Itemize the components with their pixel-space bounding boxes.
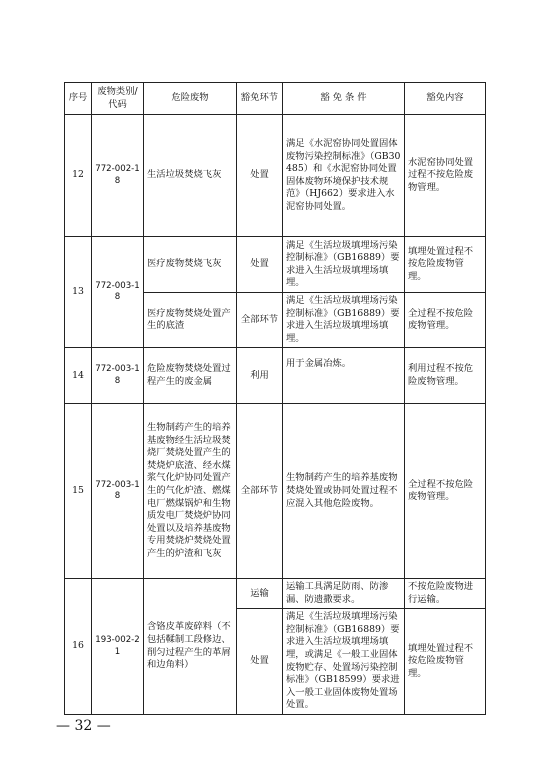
row-serial: 12 — [65, 115, 92, 237]
header-exempt-content: 豁免内容 — [405, 83, 486, 115]
header-serial: 序号 — [65, 83, 92, 115]
row-content: 利用过程不按危险废物管理。 — [405, 348, 486, 404]
table-row — [65, 237, 486, 293]
row-serial: 15 — [65, 404, 92, 579]
row-condition: 运输工具满足防雨、防渗漏、防遗撒要求。 — [283, 579, 405, 609]
table-row — [65, 348, 486, 404]
page-number: — 32 — — [56, 718, 111, 734]
row-code: 772-003-18 — [92, 237, 144, 348]
row-serial: 13 — [65, 237, 92, 348]
table-row — [65, 115, 486, 237]
row-condition: 生物制药产生的培养基废物焚烧处置或协同处置过程不应混入其他危险废物。 — [283, 404, 405, 579]
row-condition: 满足《生活垃圾填埋场污染控制标准》（GB16889）要求进入生活垃圾填埋场填埋。 — [283, 293, 405, 348]
row-stage: 全部环节 — [237, 293, 283, 348]
row-content: 不按危险废物进行运输。 — [405, 579, 486, 609]
row-serial: 16 — [65, 579, 92, 714]
row-condition: 用于金属冶炼。 — [283, 348, 405, 404]
row-waste: 医疗废物焚烧飞灰 — [144, 237, 237, 293]
row-stage: 利用 — [237, 348, 283, 404]
row-code: 193-002-21 — [92, 579, 144, 714]
header-hazardous-waste: 危险废物 — [144, 83, 237, 115]
row-code: 772-003-18 — [92, 348, 144, 404]
row-waste: 生活垃圾焚烧飞灰 — [144, 115, 237, 237]
row-condition: 满足《生活垃圾填埋场污染控制标准》（GB16889）要求进入生活垃圾填埋场填埋。 — [283, 237, 405, 293]
row-waste: 危险废物焚烧处置过程产生的废金属 — [144, 348, 237, 404]
row-condition: 满足《生活垃圾填埋场污染控制标准》（GB16889）要求进入生活垃圾填埋场填埋，或满足《一般工业固体废物贮存、处置场污染控制标准》（GB18599）要求进入一般工业固体废物处置场处置。 — [283, 609, 405, 714]
row-code: 772-003-18 — [92, 404, 144, 579]
row-content: 全过程不按危险废物管理。 — [405, 404, 486, 579]
row-stage: 处置 — [237, 115, 283, 237]
row-serial: 14 — [65, 348, 92, 404]
header-exempt-condition: 豁 免 条 件 — [283, 83, 405, 115]
row-code: 772-002-18 — [92, 115, 144, 237]
exemption-table — [64, 82, 486, 715]
row-condition: 满足《水泥窑协同处置固体废物污染控制标准》（GB30485）和《水泥窑协同处置固体废物环境保护技术规范》（HJ662）要求进入水泥窑协同处置。 — [283, 115, 405, 237]
row-stage: 处置 — [237, 237, 283, 293]
row-stage: 全部环节 — [237, 404, 283, 579]
row-stage: 运输 — [237, 579, 283, 609]
row-waste: 医疗废物焚烧处置产生的底渣 — [144, 293, 237, 348]
row-waste: 含铬皮革废碎料（不包括鞣制工段修边、削匀过程产生的革屑和边角料） — [144, 579, 237, 714]
row-content: 填埋处置过程不按危险废物管理。 — [405, 609, 486, 714]
header-category-code: 废物类别/代码 — [92, 83, 144, 115]
header-exempt-stage: 豁免环节 — [237, 83, 283, 115]
row-stage: 处置 — [237, 609, 283, 714]
row-waste: 生物制药产生的培养基废物经生活垃圾焚烧厂焚烧处置产生的焚烧炉底渣、经水煤浆气化炉协同处置产生的气化炉渣、燃煤电厂燃煤锅炉和生物质发电厂焚烧炉协同处置以及培养基废物专用焚烧炉焚烧处置产生的炉渣和飞灰 — [144, 404, 237, 579]
row-content: 填埋处置过程不按危险废物管理。 — [405, 237, 486, 293]
table-header-row — [65, 83, 486, 115]
row-content: 全过程不按危险废物管理。 — [405, 293, 486, 348]
table-row — [65, 579, 486, 609]
row-content: 水泥窑协同处置过程不按危险废物管理。 — [405, 115, 486, 237]
table-row — [65, 404, 486, 579]
